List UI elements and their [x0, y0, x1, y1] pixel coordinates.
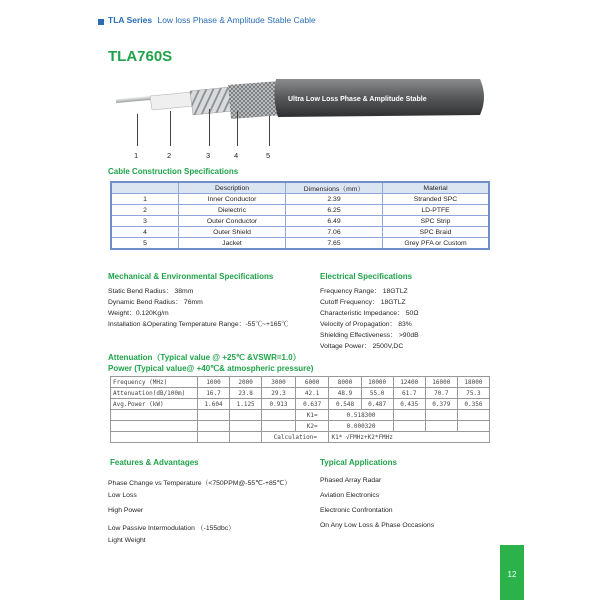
calculation-formula: K1* √FMHz+K2*FMHz	[329, 432, 490, 443]
callout-line-5	[269, 116, 270, 146]
table-cell: Outer Shield	[179, 227, 286, 238]
application-item: On Any Low Loss & Phase Occasions	[320, 522, 435, 529]
att-cell: 61.7	[393, 388, 425, 399]
k1-value: 0.518300	[329, 410, 393, 421]
att-cell: 70.7	[425, 388, 457, 399]
callout-number-3: 3	[206, 151, 211, 160]
table-cell: 6.25	[286, 205, 383, 216]
power-cell: 0.487	[361, 399, 393, 410]
feature-item: Low Loss	[108, 492, 137, 499]
feature-item: High Power	[108, 507, 144, 514]
power-title-line: Power (Typical value@ +40℃& atmospheric pressure)	[108, 364, 314, 373]
callout-number-1: 1	[134, 151, 139, 160]
electrical-line: Voltage Power： 2500V,DC	[320, 343, 404, 350]
table-cell: 2	[111, 205, 179, 216]
att-cell: 48.9	[329, 388, 361, 399]
electrical-line: Velocity of Propagation： 83%	[320, 321, 412, 328]
freq-cell: 8000	[329, 377, 361, 388]
table-cell: 7.06	[286, 227, 383, 238]
attenuation-title	[108, 352, 313, 374]
table-cell: Outer Conductor	[179, 216, 286, 227]
table-cell: LD-PTFE	[383, 205, 490, 216]
application-item: Aviation Electronics	[320, 492, 380, 499]
mechanical-title: Mechanical & Environmental Specifications	[108, 272, 274, 281]
att-cell: 16.7	[198, 388, 230, 399]
page-number: 12	[507, 570, 517, 579]
power-cell: 0.548	[329, 399, 361, 410]
callout-line-3	[209, 109, 210, 146]
table-row	[111, 216, 489, 227]
callout-line-4	[237, 111, 238, 146]
table-row	[111, 410, 490, 421]
callout-number-2: 2	[167, 151, 172, 160]
table-cell: 6.49	[286, 216, 383, 227]
table-header-row	[111, 182, 489, 194]
table-cell: 1	[111, 194, 179, 205]
att-cell: 42.1	[295, 388, 329, 399]
freq-cell: 3000	[262, 377, 296, 388]
k2-value: 0.000320	[329, 421, 393, 432]
electrical-line: Frequency Range： 18GTLZ	[320, 288, 408, 295]
row-label: Attenuation(dB/100m)	[111, 388, 198, 399]
table-cell: 2.39	[286, 194, 383, 205]
table-cell: Inner Conductor	[179, 194, 286, 205]
mechanical-line: Installation &Operating Temperature Range：-55℃~+165℃	[108, 321, 289, 328]
callout-line-2	[170, 111, 171, 146]
power-cell: 0.637	[295, 399, 329, 410]
table-cell: 4	[111, 227, 179, 238]
header-subtitle: Low loss Phase & Amplitude Stable Cable	[157, 15, 316, 25]
construction-title: Cable Construction Specifications	[108, 167, 239, 176]
attenuation-table	[110, 376, 490, 443]
power-cell: 0.356	[457, 399, 489, 410]
electrical-line: Cutoff Frequency： 18GTLZ	[320, 299, 406, 306]
table-cell: 7.65	[286, 238, 383, 250]
freq-cell: 1000	[198, 377, 230, 388]
application-item: Electronic Confrontation	[320, 507, 393, 514]
table-cell: Grey PFA or Custom	[383, 238, 490, 250]
page-header	[108, 15, 316, 25]
freq-cell: 6000	[295, 377, 329, 388]
construction-table	[110, 181, 490, 250]
table-row	[111, 227, 489, 238]
table-cell: 3	[111, 216, 179, 227]
table-cell: SPC Braid	[383, 227, 490, 238]
header-cell	[111, 182, 179, 194]
feature-item: Low Passive Intermodulation （-155dbc）	[108, 525, 235, 532]
power-cell: 0.913	[262, 399, 296, 410]
att-cell: 29.3	[262, 388, 296, 399]
callout-line-1	[137, 114, 138, 146]
freq-cell: 18000	[457, 377, 489, 388]
header-cell: Description	[179, 182, 286, 194]
features-title: Features & Advantages	[110, 458, 199, 467]
electrical-title: Electrical Specifications	[320, 272, 413, 281]
table-row	[111, 238, 489, 250]
mechanical-line: Weight：0.120Kg/m	[108, 310, 169, 317]
feature-item: Phase Change vs Temperature（<750PPM@-55℃-+85℃）	[108, 480, 291, 487]
att-cell: 55.0	[361, 388, 393, 399]
table-cell: Dielectric	[179, 205, 286, 216]
power-cell: 0.379	[425, 399, 457, 410]
header-cell: Material	[383, 182, 490, 194]
table-row	[111, 432, 490, 443]
callout-number-4: 4	[234, 151, 239, 160]
table-row	[111, 421, 490, 432]
table-row	[111, 388, 490, 399]
outer-conductor-shape	[190, 87, 233, 115]
table-row	[111, 194, 489, 205]
freq-cell: 12400	[393, 377, 425, 388]
table-row	[111, 377, 490, 388]
cable-illustration	[100, 75, 500, 165]
electrical-line: Characteristic Impedance： 50Ω	[320, 310, 419, 317]
table-cell: SPC Strip	[383, 216, 490, 227]
row-label: Frequency (MHz)	[111, 377, 198, 388]
k2-label: K2=	[295, 421, 329, 432]
dielectric-shape	[150, 92, 194, 110]
model-title: TLA760S	[108, 48, 173, 65]
table-cell: Jacket	[179, 238, 286, 250]
electrical-line: Shielding Effectiveness： >90dB	[320, 332, 419, 339]
power-cell: 1.125	[230, 399, 262, 410]
power-cell: 0.435	[393, 399, 425, 410]
att-cell: 23.8	[230, 388, 262, 399]
table-row	[111, 399, 490, 410]
k1-label: K1=	[295, 410, 329, 421]
jacket-text: Ultra Low Loss Phase & Amplitude Stable	[288, 96, 427, 103]
mechanical-line: Static Bend Radius： 38mm	[108, 288, 194, 295]
table-row	[111, 205, 489, 216]
callout-number-5: 5	[266, 151, 271, 160]
series-name: TLA Series	[108, 15, 153, 25]
row-label: Avg.Power (kW)	[111, 399, 198, 410]
freq-cell: 2000	[230, 377, 262, 388]
attenuation-title-line: Attenuation（Typical value @ +25℃ &VSWR=1.0）	[108, 353, 301, 362]
att-cell: 75.3	[457, 388, 489, 399]
freq-cell: 10000	[361, 377, 393, 388]
freq-cell: 16000	[425, 377, 457, 388]
calculation-label: Calculation=	[262, 432, 329, 443]
table-cell: 5	[111, 238, 179, 250]
header-cell: Dimensions（mm）	[286, 182, 383, 194]
mechanical-line: Dynamic Bend Radius： 76mm	[108, 299, 203, 306]
applications-title: Typical Applications	[320, 458, 397, 467]
application-item: Phased Array Radar	[320, 477, 382, 484]
table-cell: Stranded SPC	[383, 194, 490, 205]
header-square-icon	[98, 19, 104, 25]
feature-item: Light Weight	[108, 537, 146, 544]
power-cell: 1.604	[198, 399, 230, 410]
